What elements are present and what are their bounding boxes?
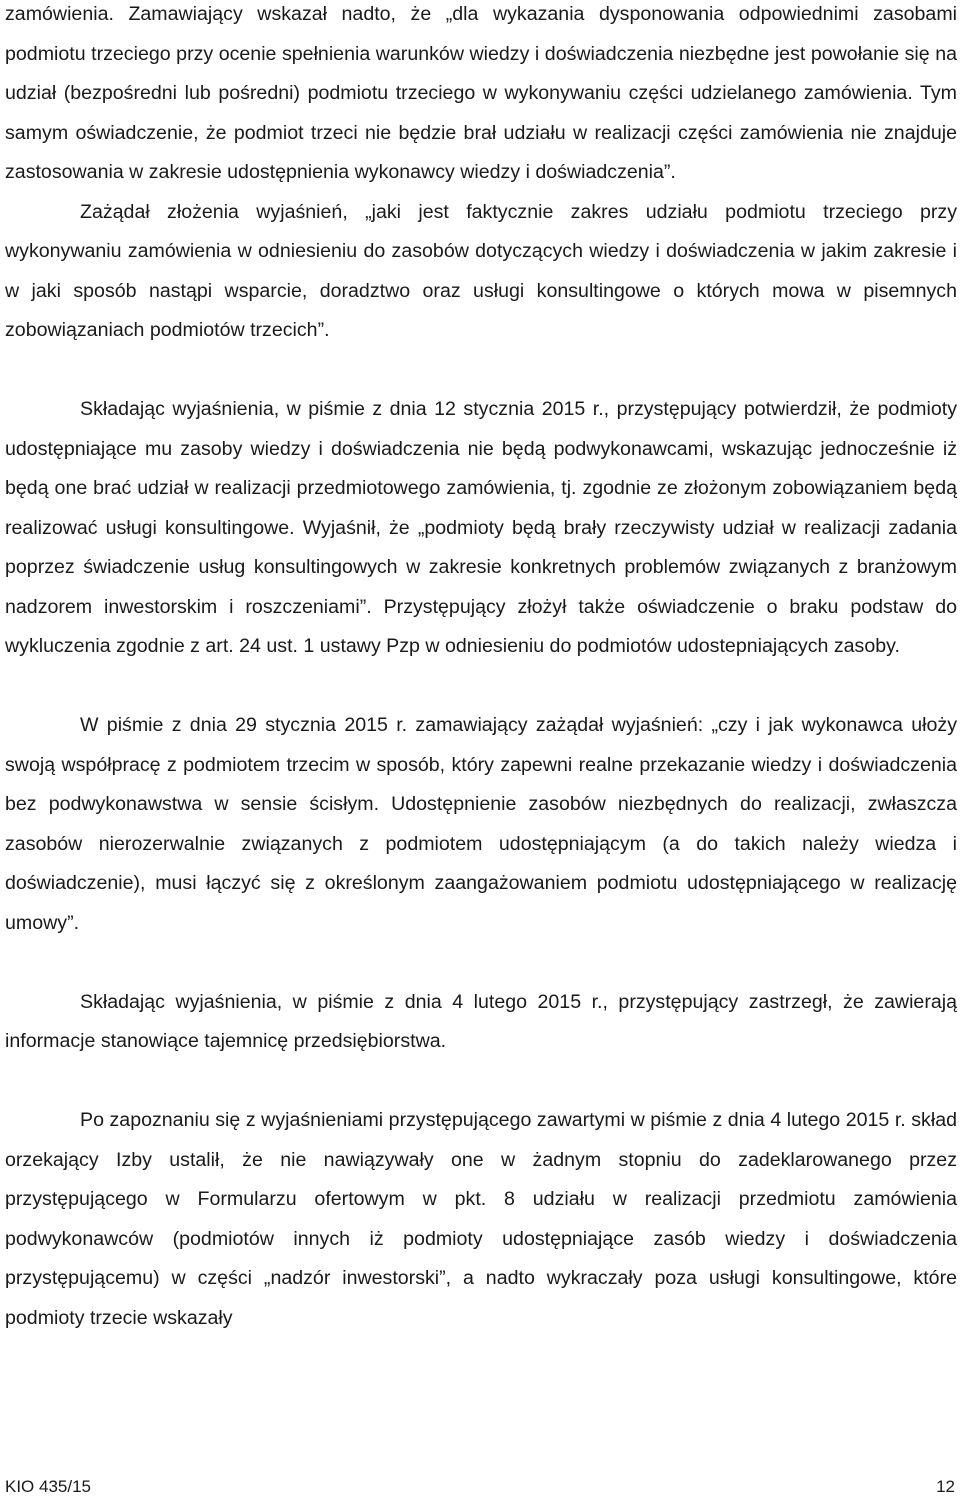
paragraph-1: zamówienia. Zamawiający wskazał nadto, że „dla wykazania dysponowania odpowiednimi zasobami podmiotu trzeciego przy ocenie spełnienia warunków wiedzy i doświadczenia niezbędne jest powołanie się na udział (bezpośredni lub pośredni) podmiotu trzeciego w wykonywaniu części udzielanego zamówienia. Tym samym oświadczenie, że podmiot trzeci nie będzie brał udziału w realizacji części zamówienia nie znajduje zastosowania w zakresie udostępnienia wykonawcy wiedzy i doświadczenia”. [5,3,957,183]
paragraph-2: Zażądał złożenia wyjaśnień, „jaki jest faktycznie zakres udziału podmiotu trzeciego przy wykonywaniu zamówienia w odniesieniu do zasobów dotyczących wiedzy i doświadczenia w jakim zakresie i w jaki sposób nastąpi wsparcie, doradztwo oraz usługi konsultingowe o których mowa w pisemnych zobowiązaniach podmiotów trzecich”. [5,200,957,341]
paragraph-5: Składając wyjaśnienia, w piśmie z dnia 4 lutego 2015 r., przystępujący zastrzegł, że zawierają informacje stanowiące tajemnicę przedsiębiorstwa. [5,990,957,1052]
paragraph-3: Składając wyjaśnienia, w piśmie z dnia 12 stycznia 2015 r., przystępujący potwierdził, że podmioty udostępniające mu zasoby wiedzy i doświadczenia nie będą podwykonawcami, wskazując jednocześnie iż będą one brać udział w realizacji przedmiotowego zamówienia, tj. zgodnie ze złożonym zobowiązaniem będą realizować usługi konsultingowe. Wyjaśnił, że „podmioty będą brały rzeczywisty udział w realizacji zadania poprzez świadczenie usług konsultingowych w zakresie konkretnych problemów związanych z branżowym nadzorem inwestorskim i roszczeniami”. Przystępujący złożył także oświadczenie o braku podstaw do wykluczenia zgodnie z art. 24 ust. 1 ustawy Pzp w odniesieniu do podmiotów udostepniających zasoby. [5,398,957,657]
paragraph-gap [5,1062,957,1102]
page-number: 12 [936,1477,955,1496]
paragraph-gap [5,943,957,983]
paragraph-6: Po zapoznaniu się z wyjaśnieniami przystępującego zawartymi w piśmie z dnia 4 lutego 2015 r. skład orzekający Izby ustalił, że nie nawiązywały one w żadnym stopniu do zadeklarowanego przez przystępującego w Formularzu ofertowym w pkt. 8 udziału w realizacji przedmiotu zamówienia podwykonawców (podmiotów innych iż podmioty udostępniające zasób wiedzy i doświadczenia przystępującemu) w części „nadzór inwestorski”, a nadto wykraczały poza usługi konsultingowe, które podmioty trzecie wskazały [5,1109,957,1329]
page-footer [5,1476,955,1498]
document-page [5,0,957,1338]
paragraph-4: W piśmie z dnia 29 stycznia 2015 r. zamawiający zażądał wyjaśnień: „czy i jak wykonawca ułoży swoją współpracę z podmiotem trzecim w sposób, który zapewni realne przekazanie wiedzy i doświadczenia bez podwykonawstwa w sensie ścisłym. Udostępnienie zasobów niezbędnych do realizacji, zwłaszcza zasobów nierozerwalnie związanych z podmiotem udostępniającym (a do takich należy wiedza i doświadczenie), musi łączyć się z określonym zaangażowaniem podmiotu udostępniającego w realizację umowy”. [5,714,957,934]
case-number: KIO 435/15 [5,1477,92,1496]
paragraph-gap [5,667,957,707]
paragraph-gap [5,351,957,391]
